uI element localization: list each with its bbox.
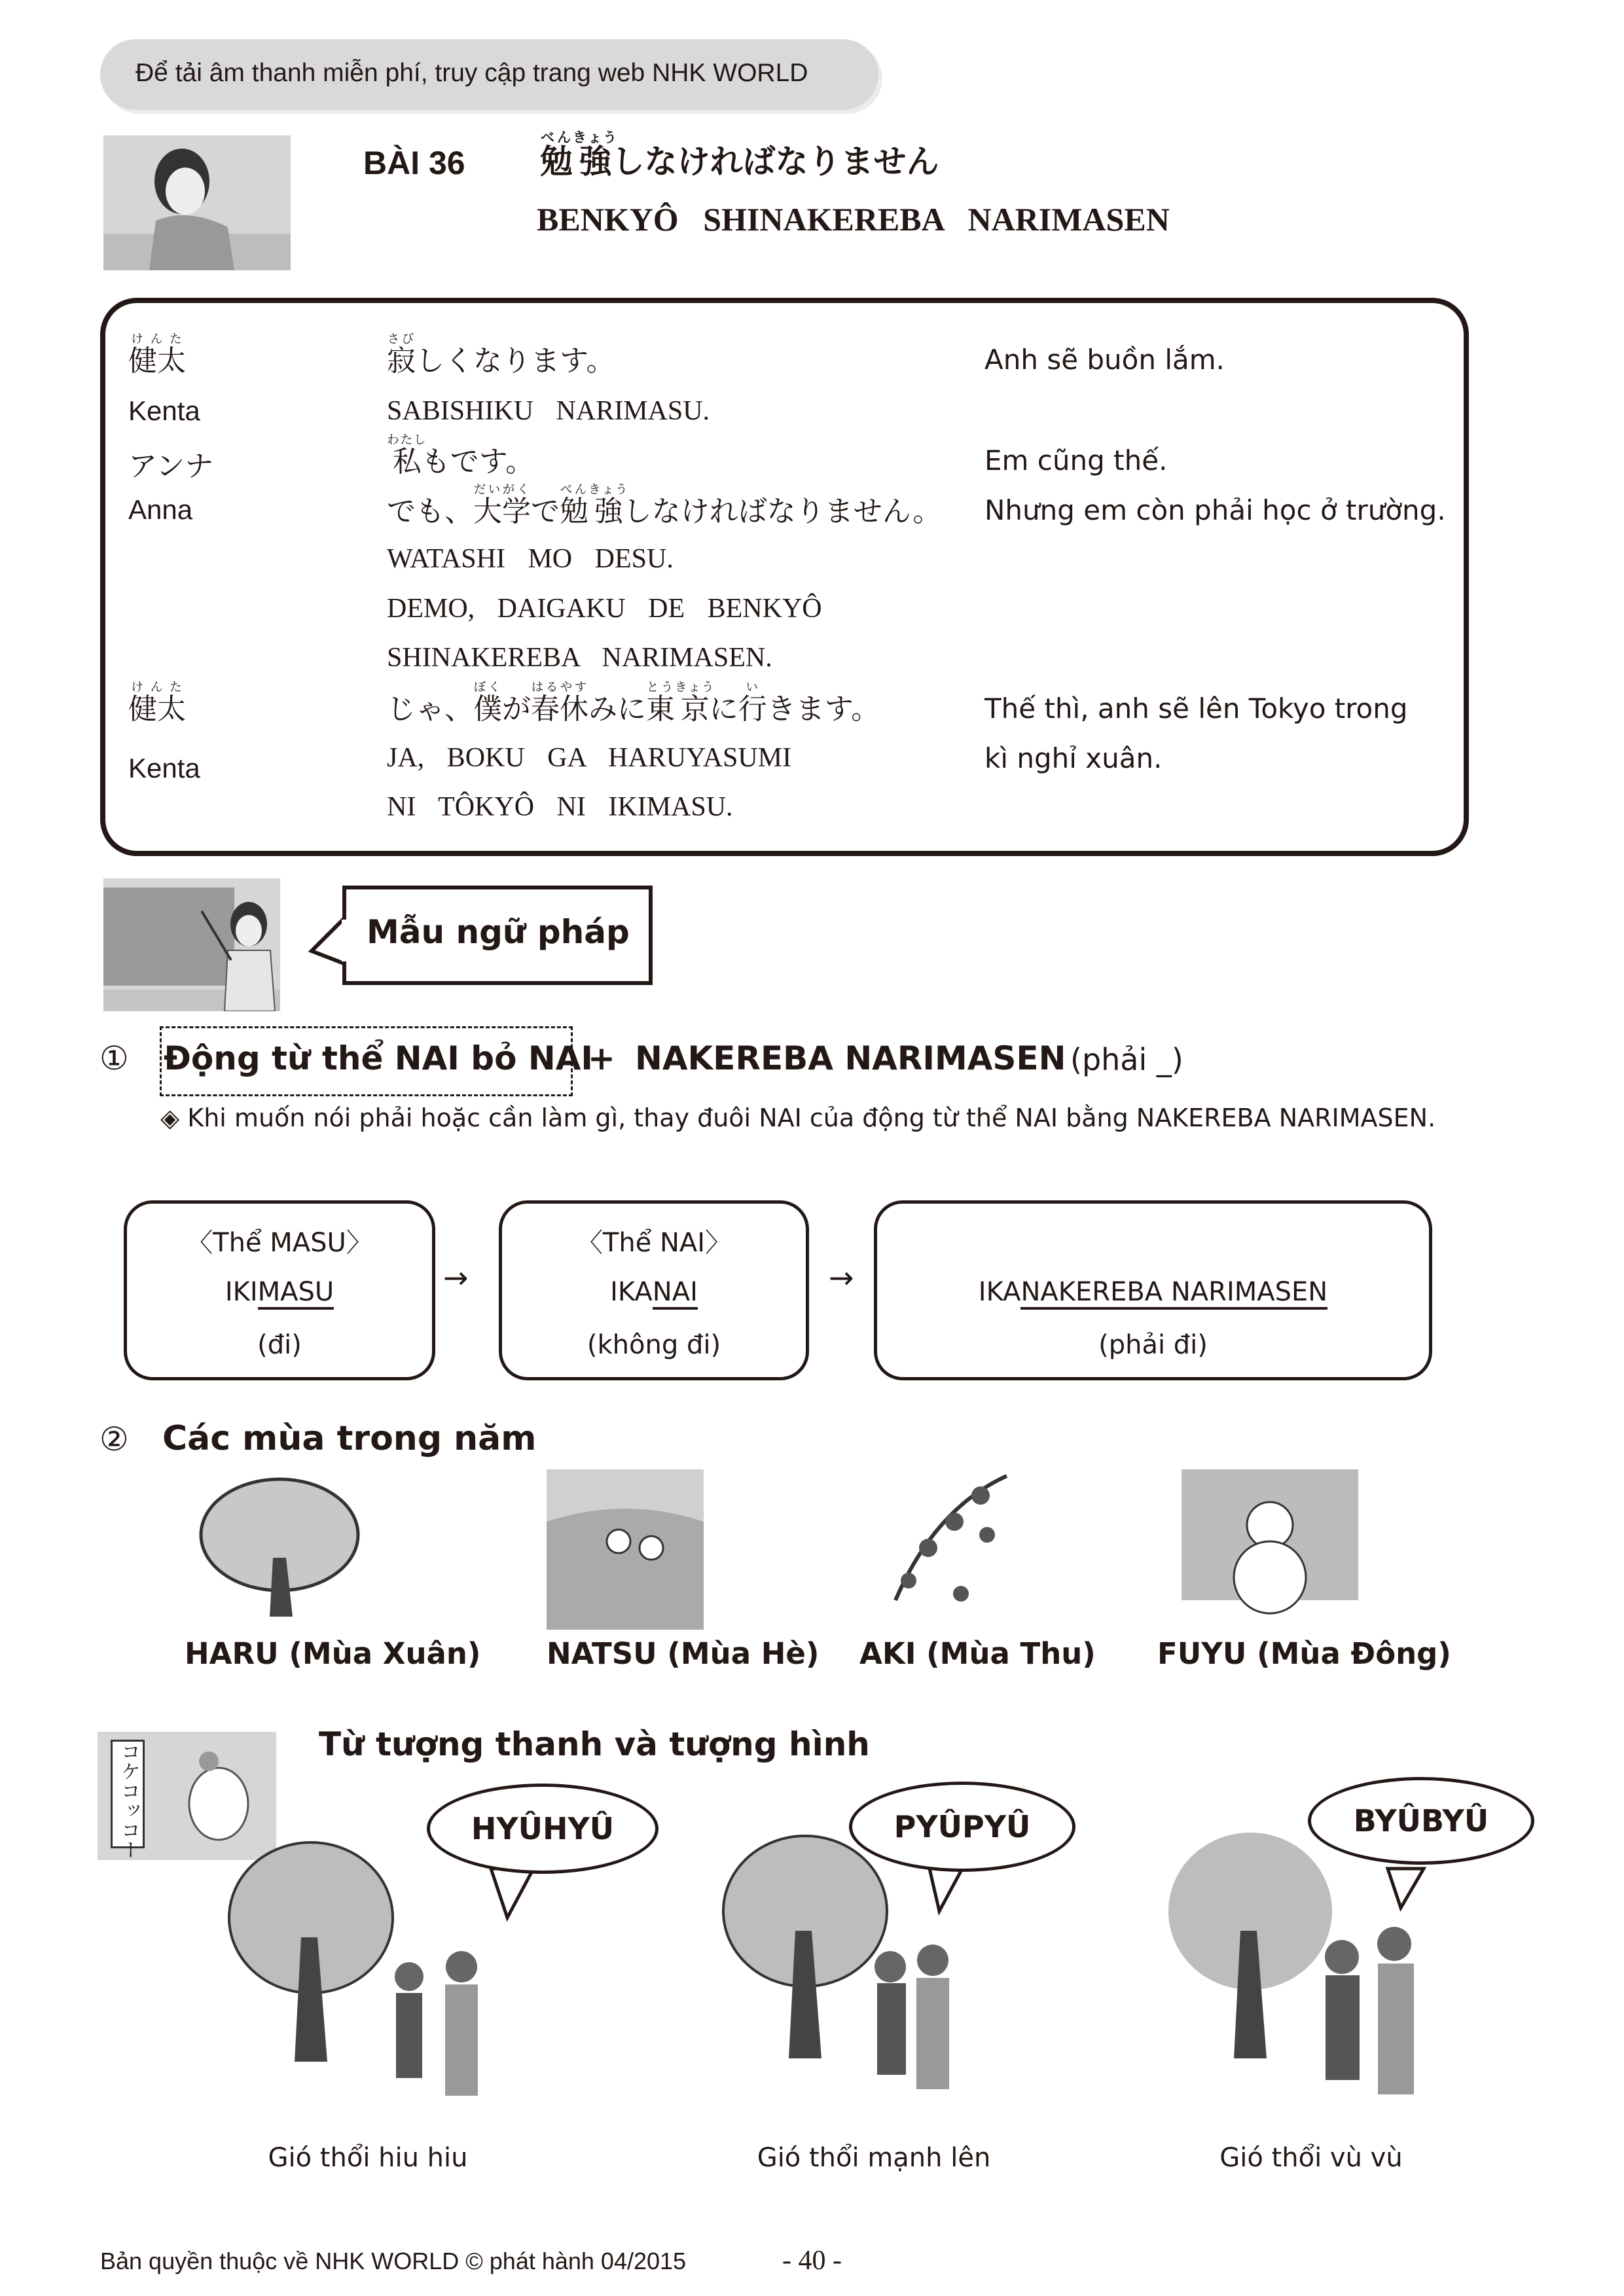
flow-word-stem: IKA	[610, 1277, 653, 1307]
flow-label: 〈Thể MASU〉	[187, 1228, 372, 1258]
dialogue-romaji: SHINAKEREBA NARIMASEN.	[387, 643, 772, 673]
season-label: AKI (Mùa Thu)	[859, 1636, 1096, 1671]
dialogue-romaji: SABISHIKU NARIMASU.	[387, 396, 710, 426]
furigana: けんた	[128, 332, 186, 346]
furigana: きょう	[573, 130, 618, 145]
footer-copyright: Bản quyền thuộc về NHK WORLD © phát hành 04/2015	[100, 2248, 687, 2274]
flow-word	[502, 1277, 806, 1307]
furigana: けんた	[128, 681, 186, 694]
season-label: HARU (Mùa Xuân)	[185, 1636, 481, 1671]
banner-text: Để tải âm thanh miễn phí, truy cập trang web NHK WORLD	[135, 59, 808, 87]
sound-word: PYÛPYÛ	[893, 1809, 1031, 1844]
furigana: きょう	[675, 681, 715, 694]
winter-snowman-image	[1182, 1469, 1358, 1626]
kanji-with-furigana: 寂さび	[387, 332, 416, 378]
download-banner	[100, 39, 878, 110]
season-label: FUYU (Mùa Đông)	[1157, 1636, 1451, 1671]
speech-bubble	[849, 1782, 1075, 1872]
furigana: わたし	[387, 433, 427, 447]
flow-box-result	[874, 1200, 1432, 1380]
point-number: ②	[99, 1420, 129, 1458]
plus-sign: +	[588, 1039, 615, 1077]
furigana: はるやす	[531, 681, 588, 694]
teacher-illustration	[103, 878, 280, 1011]
furigana: べん	[540, 130, 573, 145]
kana-text: が	[502, 692, 531, 726]
dialogue-translation: Thế thì, anh sẽ lên Tokyo trong	[984, 692, 1408, 725]
speech-bubble	[1308, 1777, 1534, 1865]
kana-text: しなければなりません	[611, 143, 939, 181]
kana-text: きます。	[767, 692, 880, 726]
season-label: NATSU (Mùa Hè)	[547, 1636, 820, 1671]
flow-word-stem: IKI	[225, 1277, 258, 1307]
flow-word	[877, 1277, 1429, 1307]
flow-label: 〈Thể NAI〉	[576, 1228, 732, 1258]
wind-caption: Gió thổi vù vù	[1219, 2143, 1403, 2173]
rooster-sign: コケコッコー	[111, 1740, 145, 1848]
speaker-jp	[128, 681, 186, 727]
kanji-with-furigana: 京きょう	[675, 681, 715, 726]
dialogue-romaji: NI TÔKYÔ NI IKIMASU.	[387, 792, 733, 822]
kana-text: アンナ	[128, 450, 214, 483]
kanji-with-furigana: 春休はるやす	[531, 681, 588, 726]
kanji-with-furigana: 健太けんた	[128, 681, 186, 726]
teacher-image	[103, 878, 280, 1011]
lesson-title-jp	[540, 130, 939, 183]
kanji-with-furigana: 強きょう	[588, 483, 629, 528]
onomatopoeia-title: Từ tượng thanh và tượng hình	[319, 1725, 870, 1763]
kanji-with-furigana: 勉べん	[560, 483, 588, 528]
furigana: べん	[560, 483, 588, 497]
furigana: い	[738, 681, 767, 694]
kana-text: に	[709, 692, 738, 726]
speaker-name: Anna	[128, 494, 193, 525]
furigana: きょう	[588, 483, 629, 497]
bubble-tail	[0, 1859, 1624, 1924]
dialogue-translation: Nhưng em còn phải học ở trường.	[984, 494, 1446, 526]
furigana: さび	[387, 332, 416, 346]
dialogue-translation: Em cũng thế.	[984, 444, 1168, 476]
summer-beach-image	[547, 1469, 704, 1630]
flow-box-nai	[499, 1200, 809, 1380]
furigana: ぼく	[473, 681, 502, 694]
studying-girl-image	[103, 135, 291, 270]
wind-caption: Gió thổi hiu hiu	[268, 2143, 468, 2173]
flow-meaning: (đi)	[257, 1330, 302, 1360]
kana-text: じゃ、	[387, 692, 473, 726]
flow-meaning: (không đi)	[586, 1330, 721, 1360]
sound-word: BYÛBYÛ	[1353, 1803, 1489, 1839]
speaker-jp	[128, 332, 186, 379]
kana-text: しなければなりません。	[623, 495, 942, 528]
flow-meaning: (phải đi)	[1098, 1330, 1208, 1360]
dialogue-romaji: JA, BOKU GA HARUYASUMI	[387, 743, 792, 773]
student-illustration	[103, 135, 291, 270]
lesson-number: BÀI 36	[363, 145, 465, 181]
dialogue-jp-line	[387, 332, 615, 379]
speech-bubble	[427, 1784, 659, 1874]
lesson-title-romaji: BENKYÔ SHINAKEREBA NARIMASEN	[537, 201, 1170, 238]
seasons-title: Các mùa trong năm	[162, 1419, 537, 1458]
dialogue-translation: Anh sẽ buồn lắm.	[984, 344, 1225, 376]
arrow-2: →	[829, 1260, 854, 1295]
kana-text: もです。	[421, 445, 535, 478]
dialogue-jp-line	[387, 483, 941, 529]
page-number: - 40 -	[782, 2246, 842, 2276]
point1-part1: Động từ thể NAI bỏ NAI	[164, 1039, 594, 1077]
point1-note: ◈ Khi muốn nói phải hoặc cần làm gì, thay đuôi NAI của động từ thể NAI bằng NAKEREBA NARIMASEN.	[160, 1103, 1436, 1132]
point1-gloss: (phải _)	[1070, 1042, 1183, 1077]
flow-word-ending: MASU	[258, 1277, 334, 1310]
dialogue-translation: kì nghỉ xuân.	[984, 742, 1163, 774]
point1-part2: NAKEREBA NARIMASEN	[635, 1039, 1066, 1077]
kanji-with-furigana: 大学だいがく	[473, 483, 531, 528]
dialogue-romaji: WATASHI MO DESU.	[387, 544, 674, 574]
kanji-with-furigana: 強きょう	[573, 130, 618, 181]
dialogue-jp-line	[387, 681, 880, 727]
wind-caption: Gió thổi mạnh lên	[757, 2143, 991, 2173]
kana-text: で	[531, 495, 560, 528]
dialogue-jp-line	[387, 433, 534, 480]
kanji-with-furigana: 勉べん	[540, 130, 573, 181]
furigana: とう	[646, 681, 675, 694]
kanji-with-furigana: 私わたし	[387, 433, 427, 478]
kana-text: しくなります。	[416, 344, 615, 378]
kana-text: でも、	[387, 495, 473, 528]
speaker-name: Kenta	[128, 395, 200, 426]
spring-tree-image	[185, 1473, 374, 1626]
kanji-with-furigana: 東とう	[646, 681, 675, 726]
sound-word: HYÛHYÛ	[471, 1811, 615, 1846]
grammar-heading: Mẫu ngữ pháp	[367, 913, 630, 951]
flow-word	[127, 1277, 432, 1307]
kanji-with-furigana: 行い	[738, 681, 767, 726]
arrow-1: →	[443, 1260, 469, 1295]
flow-word-ending: NAKEREBA NARIMASEN	[1020, 1277, 1327, 1310]
kana-text: みに	[588, 692, 646, 726]
kanji-with-furigana: 健太けんた	[128, 332, 186, 378]
kanji-with-furigana: 僕ぼく	[473, 681, 502, 726]
flow-word-ending: NAI	[653, 1277, 698, 1310]
speaker-name: Kenta	[128, 753, 200, 783]
autumn-leaves-image	[856, 1469, 1017, 1626]
point-number: ①	[99, 1039, 129, 1077]
dialogue-romaji: DEMO, DAIGAKU DE BENKYÔ	[387, 594, 822, 624]
flow-word-stem: IKA	[978, 1277, 1021, 1307]
furigana: だいがく	[473, 483, 531, 497]
speaker-jp	[128, 442, 213, 484]
flow-box-masu	[124, 1200, 435, 1380]
